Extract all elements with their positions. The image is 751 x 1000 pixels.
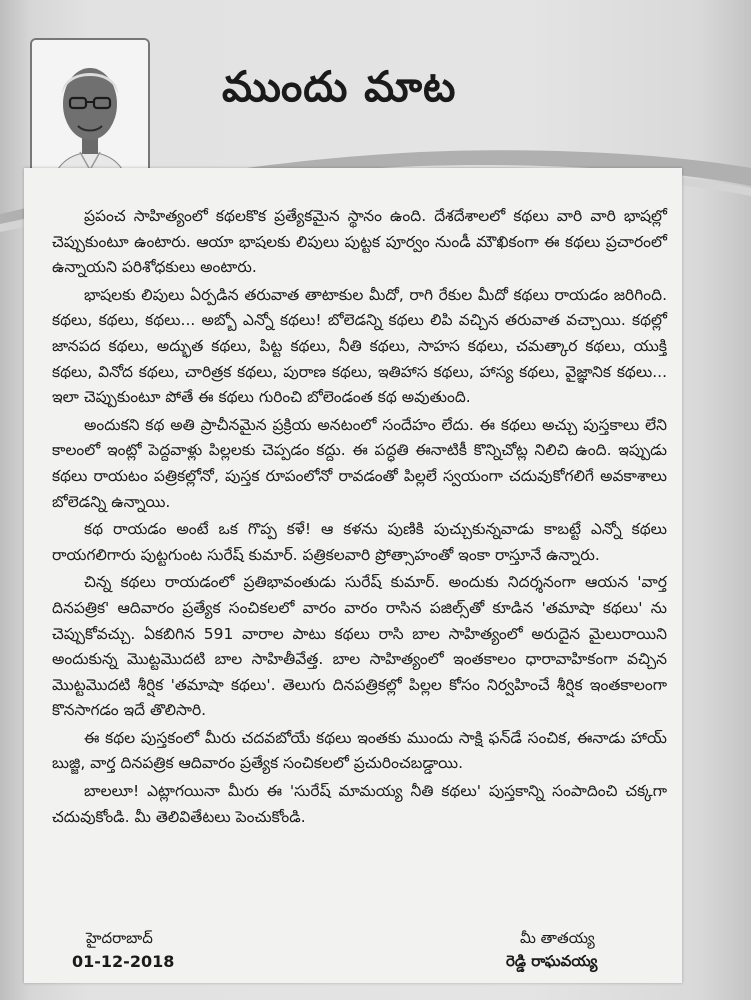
page-title: ముందు మాట [222,62,457,111]
paragraph: కథ రాయడం అంటే ఒక గొప్ప కళే! ఆ కళను పుణికి పుచ్చుకున్నవాడు కాబట్టే ఎన్నో కథలు రాయగలిగారు పుట్టగుంట సురేష్ కుమార్. పత్రికలవారి ప్రోత్సాహంతో ఇంకా రాస్తూనే ఉన్నారు. [52,520,667,564]
paragraph: బాలలూ! ఎట్లాగయినా మీరు ఈ 'సురేష్ మామయ్య నీతి కథలు' పుస్తకాన్ని సంపాదించి చక్కగా చదువుకోండి. మీ తెలివితేటలు పెంచుకోండి. [52,782,667,826]
place-name: హైదరాబాద్ [86,929,153,947]
paragraph: ఈ కథల పుస్తకంలో మీరు చదవబోయే కథలు ఇంతకు ముందు సాక్షి ఫన్‌డే సంచిక, ఈనాడు హాయ్ బుజ్జి, వార్త దినపత్రిక ఆదివారం ప్రత్యేక సంచికలలో ప్రచురించబడ్డాయి. [52,728,667,773]
paragraph: ప్రపంచ సాహిత్యంలో కథలకొక ప్రత్యేకమైన స్థానం ఉంది. దేశదేశాలలో కథలు వారి వారి భాషల్లో చెప్పుకుంటూ ఉంటారు. ఆయా భాషలకు లిపులు పుట్టక పూర్వం నుండీ మౌఖికంగా ఈ కథలు ప్రచారంలో ఉన్నాయని పరిశోధకులు అంటారు. [52,207,667,277]
paragraph: అందుకని కథ అతి ప్రాచీనమైన ప్రక్రియ అనటంలో సందేహం లేదు. ఈ కథలు అచ్చు పుస్తకాలు లేని కాలంలో ఇంట్లో పెద్దవాళ్లు పిల్లలకు చెప్పడం కద్దు. ఈ పద్ధతి ఈనాటికీ కొన్నిచోట్ల నిలిచి ఉంది. ఇప్పుడు కథలు రాయటం పత్రికల్లోనో, పుస్తక రూపంలోనో రావడంతో పిల్లలే స్వయంగా చదువుకోగలిగే అవకాశాలు బోలెడన్ని ఉన్నాయి. [52,415,667,511]
signature-name: రెడ్డి రాఘవయ్య [506,952,598,970]
date: 01-12-2018 [72,952,175,971]
signature-salutation: మీ తాతయ్య [520,929,595,947]
paragraph: భాషలకు లిపులు ఏర్పడిన తరువాత తాటాకుల మీదో, రాగి రేకుల మీదో కథలు రాయడం జరిగింది. కథలు, కథలు, కథలు... అబ్బో ఎన్నో కథలు! బోలెడన్ని కథలు లిపి వచ్చిన తరువాత వచ్చాయి. కథల్లో జానపద కథలు, అద్భుత కథలు, పిట్ట కథలు, నీతి కథలు, సాహస కథలు, చమత్కార కథలు, యుక్తి కథలు, వినోద కథలు, చారిత్రక కథలు, పురాణ కథలు, ఇతిహాస కథలు, హాస్య కథలు, వైజ్ఞానిక కథలు... ఇలా చెప్పుకుంటూ పోతే ఈ కథలు గురించి బోలెండంత కథ అవుతుంది. [52,285,667,407]
paragraph: చిన్న కథలు రాయడంలో ప్రతిభావంతుడు సురేష్ కుమార్. అందుకు నిదర్శనంగా ఆయన 'వార్త దినపత్రిక' ఆదివారం ప్రత్యేక సంచికలలో వారం వారం రాసిన పజిల్స్‌తో కూడిన 'తమాషా కథలు' ను చెప్పుకోవచ్చు. ఏకబిగిన 591 వారాల పాటు కథలు రాసి బాల సాహిత్యంలో అరుదైన మైలురాయిని అందుకున్న మొట్టమొదటి బాల సాహితీవేత్త. బాల సాహిత్యంలో ఇంతకాలం ధారావాహికంగా వచ్చిన మొట్టమొదటి శీర్షిక 'తమాషా కథలు'. తెలుగు దినపత్రికల్లో పిల్లల కోసం నిర్వహించే శీర్షిక ఇంతకాలంగా కొనసాగడం ఇదే తొలిసారి. [52,573,667,720]
foreword-body [52,204,667,832]
